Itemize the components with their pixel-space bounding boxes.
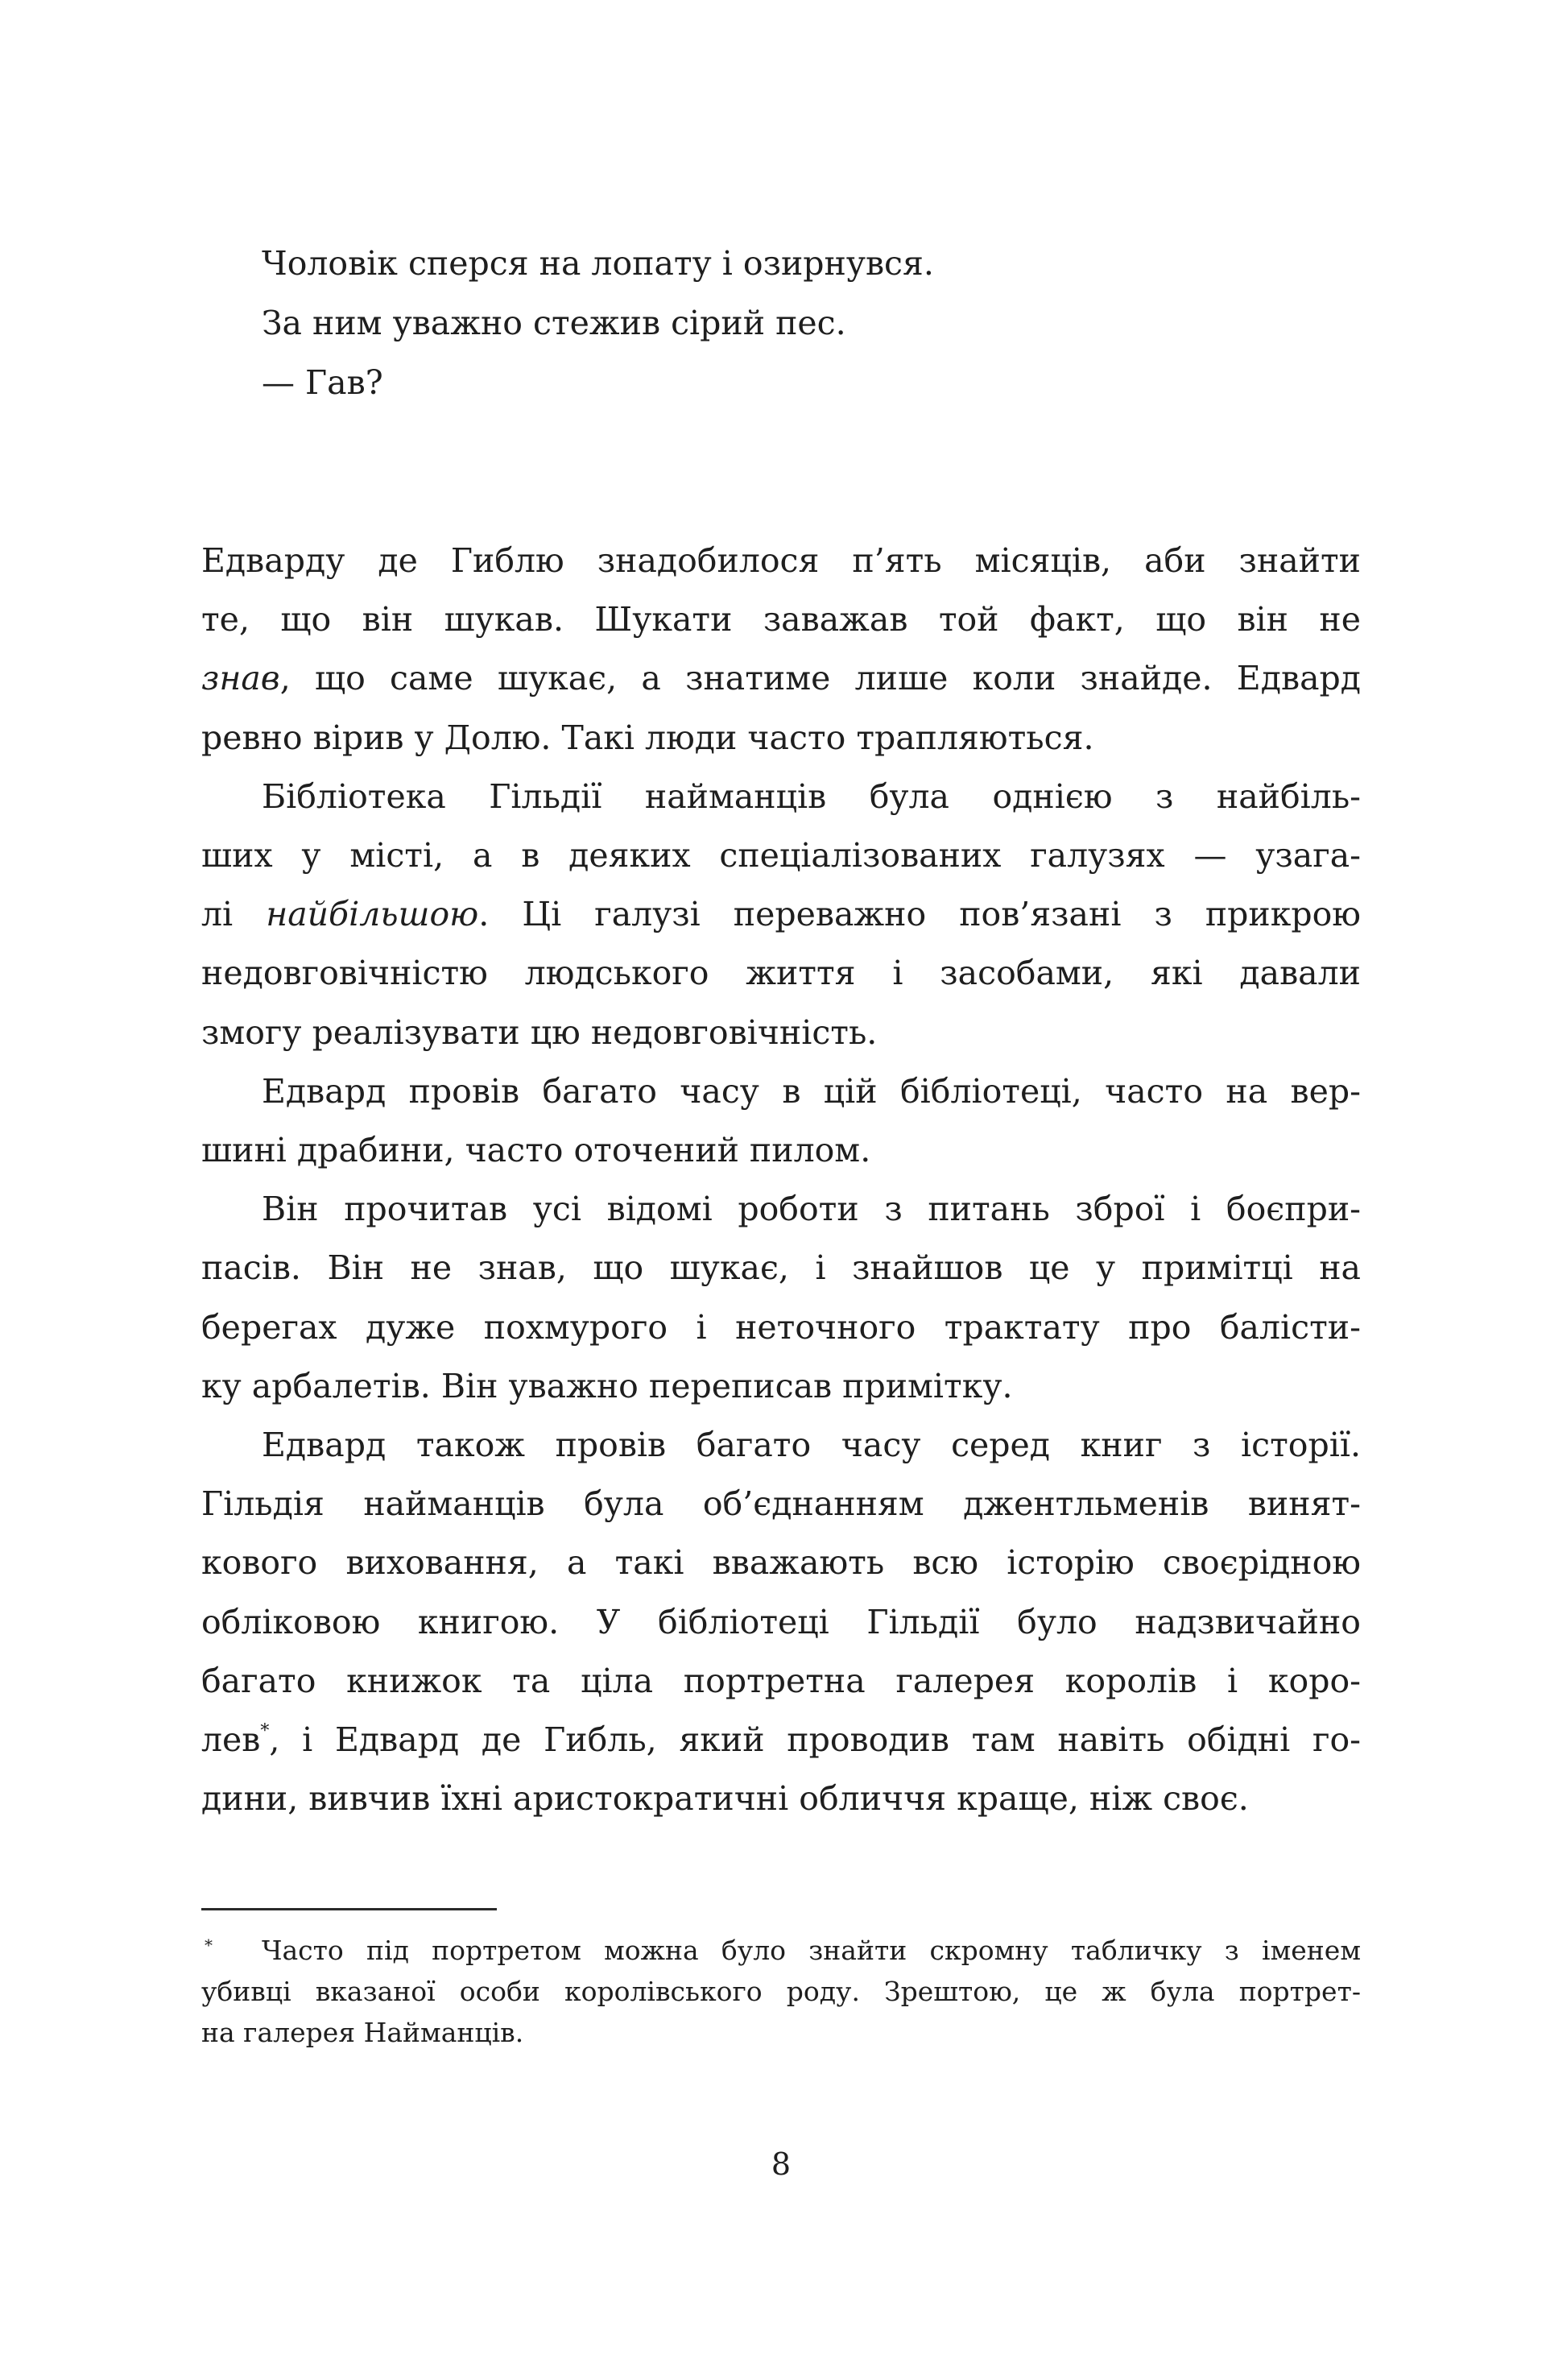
- text-line: обліковою книгою. У бібліотеці Гільдії було надзвичайно: [201, 1602, 1361, 1641]
- text-line: Він прочитав усі відомі роботи з питань зброї і боєпри-: [262, 1190, 1361, 1229]
- text-line: пасів. Він не знав, що шукає, і знайшов це у примітці на: [201, 1248, 1361, 1288]
- text-line: Едварду де Гиблю знадобилося п’ять місяців, аби знайти: [201, 541, 1361, 580]
- text-line: Гільдія найманців була об’єднанням джентльменів винят-: [201, 1484, 1361, 1524]
- epigraph: [262, 234, 934, 412]
- text-line: Едвард також провів багато часу серед книг з історії.: [262, 1426, 1361, 1465]
- text-line: Едвард провів багато часу в цій бібліотеці, часто на вер-: [262, 1071, 1361, 1111]
- text-line: змогу реалізувати цю недовговічність.: [201, 1012, 878, 1052]
- text-line: лі найбільшою. Ці галузі переважно пов’язані з прикрою: [201, 895, 1362, 934]
- paragraph: [201, 1180, 1361, 1416]
- footnote-line: убивці вказаної особи королівського роду. Зрештою, це ж була портрет-: [201, 1976, 1361, 2007]
- footnote-line: на галерея Найманців.: [201, 2017, 524, 2048]
- body-text: [201, 532, 1361, 1828]
- text-line: те, що він шукав. Шукати заважав той факт, що він не: [201, 600, 1361, 639]
- text-line: кового виховання, а такі вважають всю історію своєрідною: [201, 1543, 1361, 1583]
- text-line: ших у місті, а в деяких спеціалізованих галузях — узага-: [201, 836, 1361, 875]
- paragraph: [201, 532, 1361, 768]
- text-line: знав, що саме шукає, а знатиме лише коли знайде. Едвард: [201, 659, 1361, 698]
- footnote-line: Часто під портретом можна було знайти скромну табличку з іменем: [262, 1935, 1361, 1966]
- footnote-reference[interactable]: *: [260, 1721, 270, 1742]
- text-line: дини, вивчив їхні аристократичні обличчя краще, ніж своє.: [201, 1779, 1249, 1819]
- text-line: лев*, і Едвард де Гибль, який проводив там навіть обідні го-: [201, 1720, 1361, 1760]
- text-line: недовговічністю людського життя і засобами, які давали: [201, 954, 1361, 993]
- text-line: берегах дуже похмурого і неточного трактату про балісти-: [201, 1307, 1361, 1347]
- epigraph-line: За ним уважно стежив сірий пес.: [262, 304, 846, 342]
- epigraph-line: Чоловік сперся на лопату і озирнувся.: [262, 244, 934, 283]
- paragraph: [201, 1416, 1361, 1828]
- text-line: ку арбалетів. Він уважно переписав примітку.: [201, 1366, 1013, 1405]
- footnote-marker: *: [205, 1935, 213, 1955]
- epigraph-line: — Гав?: [262, 363, 383, 402]
- footnote: [201, 1930, 1361, 2053]
- footnote-divider: [201, 1908, 497, 1910]
- emphasis: найбільшою: [266, 895, 479, 934]
- emphasis: знав: [201, 659, 280, 698]
- paragraph: [201, 1062, 1361, 1180]
- page-number: 8: [771, 2146, 792, 2182]
- text-line: Бібліотека Гільдії найманців була однією з найбіль-: [262, 776, 1361, 816]
- text-line: ревно вірив у Долю. Такі люди часто трапляються.: [201, 718, 1094, 757]
- paragraph: [201, 768, 1361, 1062]
- text-line: багато книжок та ціла портретна галерея королів і коро-: [201, 1661, 1361, 1700]
- text-line: шині драбини, часто оточений пилом.: [201, 1131, 871, 1170]
